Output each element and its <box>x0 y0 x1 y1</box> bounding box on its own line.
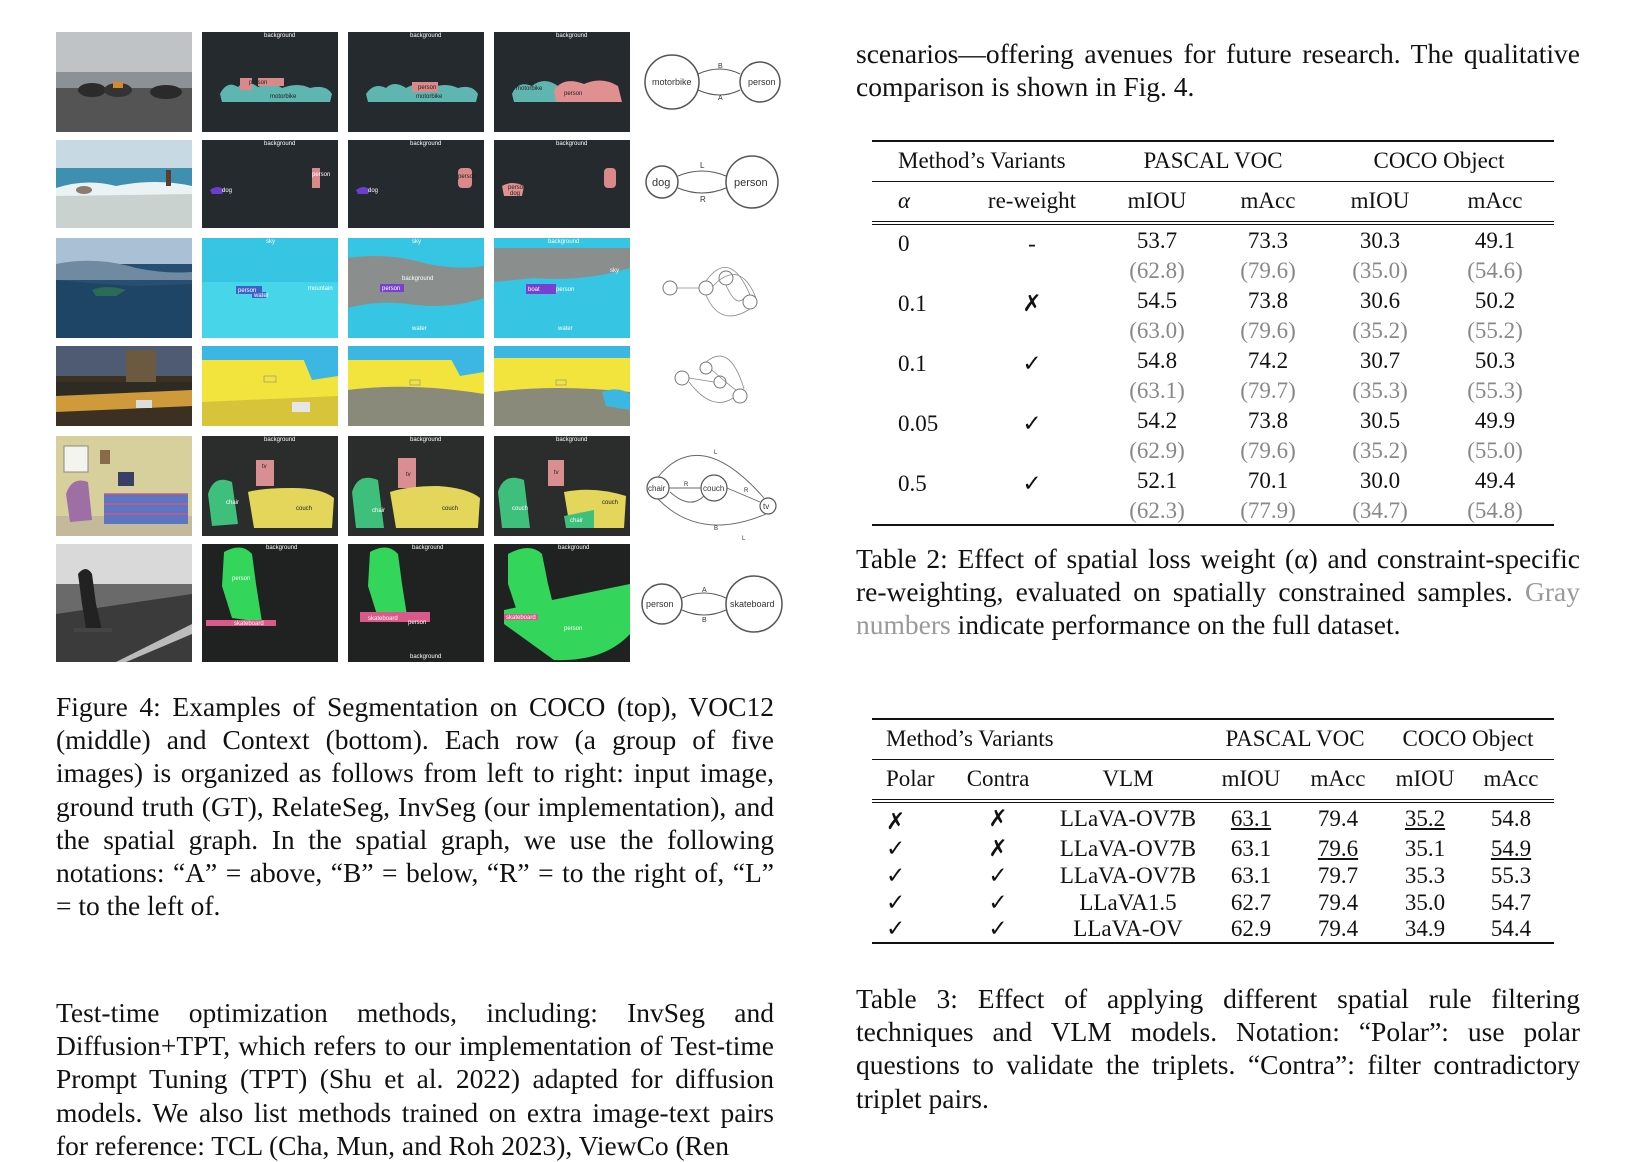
caption-text: indicate performance on the full dataset. <box>950 609 1401 641</box>
full-dataset-value: (62.9) <box>1129 438 1185 463</box>
metric-value: 54.2 <box>1136 408 1178 433</box>
table-row-full <box>872 317 1554 345</box>
seg-label: skateboard <box>506 615 536 621</box>
table-row <box>872 345 1554 377</box>
graph-edge: R <box>700 195 706 204</box>
metric-value: 79.4 <box>1317 806 1359 831</box>
metric-value: 35.2 <box>1404 806 1446 831</box>
seg-label: boat <box>528 287 540 293</box>
contra-cell: ✗ <box>988 806 1008 831</box>
column-header: mAcc <box>1483 766 1539 792</box>
seg-label: dog <box>510 191 521 197</box>
metric-value: 73.3 <box>1247 228 1289 253</box>
input-image-row2 <box>56 140 192 228</box>
metric-value: 30.3 <box>1359 228 1401 253</box>
metric-value: 79.7 <box>1317 862 1359 888</box>
graph-node: skateboard <box>730 599 775 609</box>
vlm-cell: LLaVA-OV7B <box>1059 806 1197 831</box>
metric-value: 55.3 <box>1490 862 1532 888</box>
group-header: COCO Object <box>1373 148 1505 174</box>
graph-edge: R <box>684 482 689 488</box>
seg-label: sky <box>412 239 421 245</box>
vlm-cell: LLaVA1.5 <box>1079 889 1177 915</box>
gt-mask-row3 <box>202 238 338 338</box>
vlm-cell: LLaVA-OV7B <box>1059 835 1197 861</box>
seg-label: person <box>232 576 251 582</box>
seg-label: person <box>458 174 477 180</box>
invseg-mask-row1 <box>494 32 630 132</box>
metric-value: 30.5 <box>1359 408 1401 433</box>
metric-value: 54.8 <box>1136 348 1178 373</box>
gt-mask-row4 <box>202 346 338 426</box>
alpha-cell: 0.1 <box>898 351 927 376</box>
graph-edge: L <box>714 450 718 456</box>
seg-label: chair <box>372 508 386 514</box>
seg-label: person <box>382 286 401 292</box>
relateseg-mask-row5 <box>348 436 484 536</box>
input-image-row4 <box>56 346 192 426</box>
seg-label: background <box>410 33 442 39</box>
full-dataset-value: (79.7) <box>1240 378 1296 403</box>
metric-value: 53.7 <box>1136 228 1178 253</box>
graph-edge: B <box>718 63 723 70</box>
seg-label: person <box>249 80 268 86</box>
vlm-cell: LLaVA-OV <box>1073 916 1183 941</box>
metric-value: 49.9 <box>1474 408 1516 433</box>
gt-mask-row2 <box>202 140 338 228</box>
invseg-mask-row5 <box>494 436 630 536</box>
table-row <box>872 223 1554 257</box>
invseg-mask-row4 <box>494 346 630 426</box>
input-image-row3 <box>56 238 192 338</box>
metric-value: 34.9 <box>1404 916 1446 941</box>
seg-label: person <box>508 185 527 191</box>
metric-value: 30.7 <box>1359 348 1401 373</box>
seg-label: person <box>312 172 331 178</box>
metric-value: 49.4 <box>1474 468 1516 493</box>
table-row <box>872 862 1554 889</box>
polar-cell: ✓ <box>886 862 906 888</box>
table-row <box>872 835 1554 862</box>
metric-value: 35.1 <box>1404 835 1446 861</box>
metric-value: 54.8 <box>1490 806 1532 831</box>
full-dataset-value: (35.2) <box>1352 438 1408 463</box>
table-row <box>872 801 1554 835</box>
table-row <box>872 285 1554 317</box>
seg-label: motorbike <box>516 86 543 92</box>
seg-label: person <box>564 91 583 97</box>
relateseg-mask-row4 <box>348 346 484 426</box>
graph-edge: R <box>744 488 749 494</box>
seg-label: background <box>266 545 298 551</box>
graph-node: dog <box>652 177 671 189</box>
full-dataset-value: (79.6) <box>1240 318 1296 343</box>
column-header: α <box>898 188 911 214</box>
table-2-caption <box>856 542 1580 642</box>
invseg-mask-row2 <box>494 140 630 228</box>
reweight-cell: - <box>1028 231 1036 256</box>
contra-cell: ✓ <box>988 916 1008 941</box>
graph-edge: L <box>742 536 746 542</box>
intro-paragraph: scenarios—offering avenues for future research. The qualitative comparison is shown in Fig. 4. <box>856 38 1580 103</box>
contra-cell: ✓ <box>988 862 1008 888</box>
spatial-graph-row1 <box>640 32 786 132</box>
group-header: Method’s Variants <box>886 726 1054 752</box>
seg-label: motorbike <box>416 94 443 100</box>
seg-label: chair <box>226 500 240 506</box>
seg-label: sky <box>610 268 619 274</box>
table-row-full <box>872 377 1554 405</box>
vlm-cell: LLaVA-OV7B <box>1059 862 1197 888</box>
column-header: mIOU <box>1221 766 1281 792</box>
polar-cell: ✓ <box>886 916 906 941</box>
seg-label: couch <box>296 506 313 512</box>
metric-value: 35.3 <box>1404 862 1446 888</box>
metric-value: 54.5 <box>1136 288 1178 313</box>
table-row <box>872 889 1554 916</box>
seg-label: person <box>408 620 427 626</box>
graph-edge: B <box>702 617 707 624</box>
metric-value: 79.4 <box>1317 916 1359 941</box>
spatial-graph-row6 <box>640 544 786 662</box>
polar-cell: ✓ <box>886 835 906 861</box>
seg-label: person <box>556 287 575 293</box>
input-image-row1 <box>56 32 192 132</box>
seg-label: background <box>410 654 442 660</box>
seg-label: background <box>264 141 296 147</box>
spatial-graph-row2 <box>640 140 786 228</box>
column-header: mIOU <box>1350 188 1410 214</box>
relateseg-mask-row2 <box>348 140 484 228</box>
seg-label: background <box>410 141 442 147</box>
invseg-mask-row3 <box>494 238 630 338</box>
reweight-cell: ✓ <box>1022 411 1042 436</box>
spatial-graph-row4 <box>640 346 786 426</box>
metric-value: 49.1 <box>1474 228 1516 253</box>
seg-label: water <box>558 326 573 332</box>
metric-value: 54.9 <box>1490 835 1532 861</box>
group-header: PASCAL VOC <box>1143 148 1283 174</box>
seg-label: background <box>402 276 434 282</box>
column-header: mAcc <box>1467 188 1523 214</box>
reweight-cell: ✗ <box>1022 291 1042 316</box>
spatial-graph-row5 <box>640 430 786 542</box>
alpha-cell: 0 <box>898 231 910 256</box>
seg-label: person <box>238 288 257 294</box>
gt-mask-row1 <box>202 32 338 132</box>
graph-edge: A <box>702 587 707 594</box>
alpha-cell: 0.05 <box>898 411 939 436</box>
column-header: mAcc <box>1310 766 1366 792</box>
polar-cell: ✗ <box>886 809 906 834</box>
group-header: PASCAL VOC <box>1225 726 1365 752</box>
metric-value: 52.1 <box>1136 468 1178 493</box>
full-dataset-value: (63.0) <box>1129 318 1185 343</box>
full-dataset-value: (63.1) <box>1129 378 1185 403</box>
full-dataset-value: (35.2) <box>1352 318 1408 343</box>
column-header: Polar <box>886 766 935 792</box>
alpha-cell: 0.1 <box>898 291 927 316</box>
group-header: COCO Object <box>1402 726 1534 752</box>
metric-value: 62.7 <box>1230 889 1272 915</box>
reweight-cell: ✓ <box>1022 351 1042 376</box>
full-dataset-value: (79.6) <box>1240 258 1296 283</box>
graph-edge: A <box>718 95 723 102</box>
full-dataset-value: (55.0) <box>1467 438 1523 463</box>
seg-label: motorbike <box>270 94 297 100</box>
full-dataset-value: (79.6) <box>1240 438 1296 463</box>
seg-label: background <box>264 437 296 443</box>
metric-value: 54.4 <box>1490 916 1532 941</box>
seg-label: tv <box>406 472 411 478</box>
column-header: re-weight <box>987 188 1077 214</box>
metric-value: 54.7 <box>1490 889 1532 915</box>
input-image-row5 <box>56 436 192 536</box>
input-image-row6 <box>56 544 192 662</box>
metric-value: 73.8 <box>1247 408 1289 433</box>
alpha-cell: 0.5 <box>898 471 927 496</box>
metric-value: 50.3 <box>1474 348 1516 373</box>
full-dataset-value: (62.8) <box>1129 258 1185 283</box>
polar-cell: ✓ <box>886 889 906 915</box>
metric-value: 63.1 <box>1230 835 1272 861</box>
graph-edge: L <box>700 161 705 170</box>
metric-value: 62.9 <box>1230 916 1272 941</box>
seg-label: background <box>548 239 580 245</box>
column-header: mAcc <box>1240 188 1296 214</box>
seg-label: person <box>564 626 583 632</box>
seg-label: chair <box>570 518 584 524</box>
metric-value: 79.4 <box>1317 889 1359 915</box>
relateseg-mask-row3 <box>348 238 484 338</box>
graph-node: person <box>646 599 674 609</box>
seg-label: sky <box>266 239 275 245</box>
graph-node: person <box>748 77 776 87</box>
table-row <box>872 916 1554 943</box>
graph-node: motorbike <box>652 77 692 87</box>
metric-value: 30.6 <box>1359 288 1401 313</box>
table-3-caption: Table 3: Effect of applying different spatial rule filtering techniques and VLM models. Notation: “Polar”: use polar questions to validate the triplets. “Contra”: filter contradictory triplet pairs. <box>856 983 1580 1114</box>
seg-label: tv <box>262 464 267 470</box>
figure-4 <box>56 32 786 662</box>
full-dataset-value: (35.3) <box>1352 378 1408 403</box>
full-dataset-value: (54.6) <box>1467 258 1523 283</box>
seg-label: tv <box>554 470 559 476</box>
metric-value: 74.2 <box>1247 348 1289 373</box>
seg-label: couch <box>512 506 529 512</box>
seg-label: background <box>264 33 296 39</box>
table-row <box>872 405 1554 437</box>
metric-value: 63.1 <box>1230 806 1272 831</box>
graph-edge: B <box>714 526 719 532</box>
column-header: mIOU <box>1127 188 1187 214</box>
contra-cell: ✓ <box>988 889 1008 915</box>
graph-node: couch <box>703 484 725 493</box>
seg-label: background <box>556 33 588 39</box>
contra-cell: ✗ <box>988 835 1008 861</box>
figure-caption: Figure 4: Examples of Segmentation on COCO (top), VOC12 (middle) and Context (bottom). Each row (a group of five images) is organized as follows from left to right: input image, ground truth (GT), RelateSeg, InvSeg (our implementation), and the spatial graph. In the spatial graph, we use the following notations: “A” = above, “B” = below, “R” = to the right of, “L” = to the left of. <box>56 691 774 922</box>
seg-label: water <box>412 326 427 332</box>
spatial-graph-row3 <box>640 238 786 338</box>
seg-label: water <box>254 293 269 299</box>
graph-node: chair <box>648 484 666 493</box>
table-row <box>872 465 1554 497</box>
seg-label: background <box>556 437 588 443</box>
table-row-full <box>872 497 1554 525</box>
seg-label: background <box>412 545 444 551</box>
gt-mask-row6 <box>202 544 338 662</box>
table-row-full <box>872 257 1554 285</box>
metric-value: 63.1 <box>1230 862 1272 888</box>
relateseg-mask-row1 <box>348 32 484 132</box>
body-paragraph: Test-time optimization methods, including: InvSeg and Diffusion+TPT, which refers to our implementation of Test-time Prompt Tuning (TPT) (Shu et al. 2022) adapted for diffusion models. We also list methods trained on extra image-text pairs for reference: TCL (Cha, Mun, and Roh 2023), ViewCo (Ren <box>56 997 774 1161</box>
full-dataset-value: (77.9) <box>1240 497 1296 523</box>
seg-label: mountain <box>308 286 333 292</box>
caption-text: Table 2: Effect of spatial loss weight (α) and constraint-specific re-weighting, evaluated on spatially constrained samples. <box>856 543 1580 608</box>
reweight-cell: ✓ <box>1022 471 1042 496</box>
column-header: Contra <box>966 766 1030 792</box>
metric-value: 50.2 <box>1474 288 1516 313</box>
relateseg-mask-row6 <box>348 544 484 662</box>
graph-node: tv <box>763 502 770 511</box>
invseg-mask-row6 <box>494 544 630 662</box>
seg-label: dog <box>368 188 379 194</box>
seg-label: dog <box>222 188 233 194</box>
seg-label: background <box>556 141 588 147</box>
table-3 <box>872 718 1554 944</box>
metric-value: 79.6 <box>1317 835 1359 861</box>
table-2 <box>872 140 1554 526</box>
seg-label: background <box>410 437 442 443</box>
metric-value: 70.1 <box>1247 468 1289 493</box>
full-dataset-value: (55.2) <box>1467 318 1523 343</box>
metric-value: 73.8 <box>1247 288 1289 313</box>
table-row-full <box>872 437 1554 465</box>
seg-label: person <box>418 85 437 91</box>
full-dataset-value: (62.3) <box>1129 497 1185 523</box>
full-dataset-value: (34.7) <box>1352 497 1408 523</box>
full-dataset-value: (35.0) <box>1352 258 1408 283</box>
seg-label: background <box>558 545 590 551</box>
seg-label: couch <box>442 506 459 512</box>
seg-label: couch <box>602 500 619 506</box>
graph-node: person <box>734 177 768 189</box>
seg-label: skateboard <box>234 621 264 627</box>
seg-label: skateboard <box>368 616 398 622</box>
caption-gray-text: Gray numbers <box>856 576 1580 641</box>
gt-mask-row5 <box>202 436 338 536</box>
metric-value: 35.0 <box>1404 889 1446 915</box>
group-header: Method’s Variants <box>898 148 1066 174</box>
full-dataset-value: (55.3) <box>1467 378 1523 403</box>
metric-value: 30.0 <box>1359 468 1401 493</box>
full-dataset-value: (54.8) <box>1467 497 1523 523</box>
column-header: VLM <box>1102 766 1154 792</box>
column-header: mIOU <box>1395 766 1455 792</box>
